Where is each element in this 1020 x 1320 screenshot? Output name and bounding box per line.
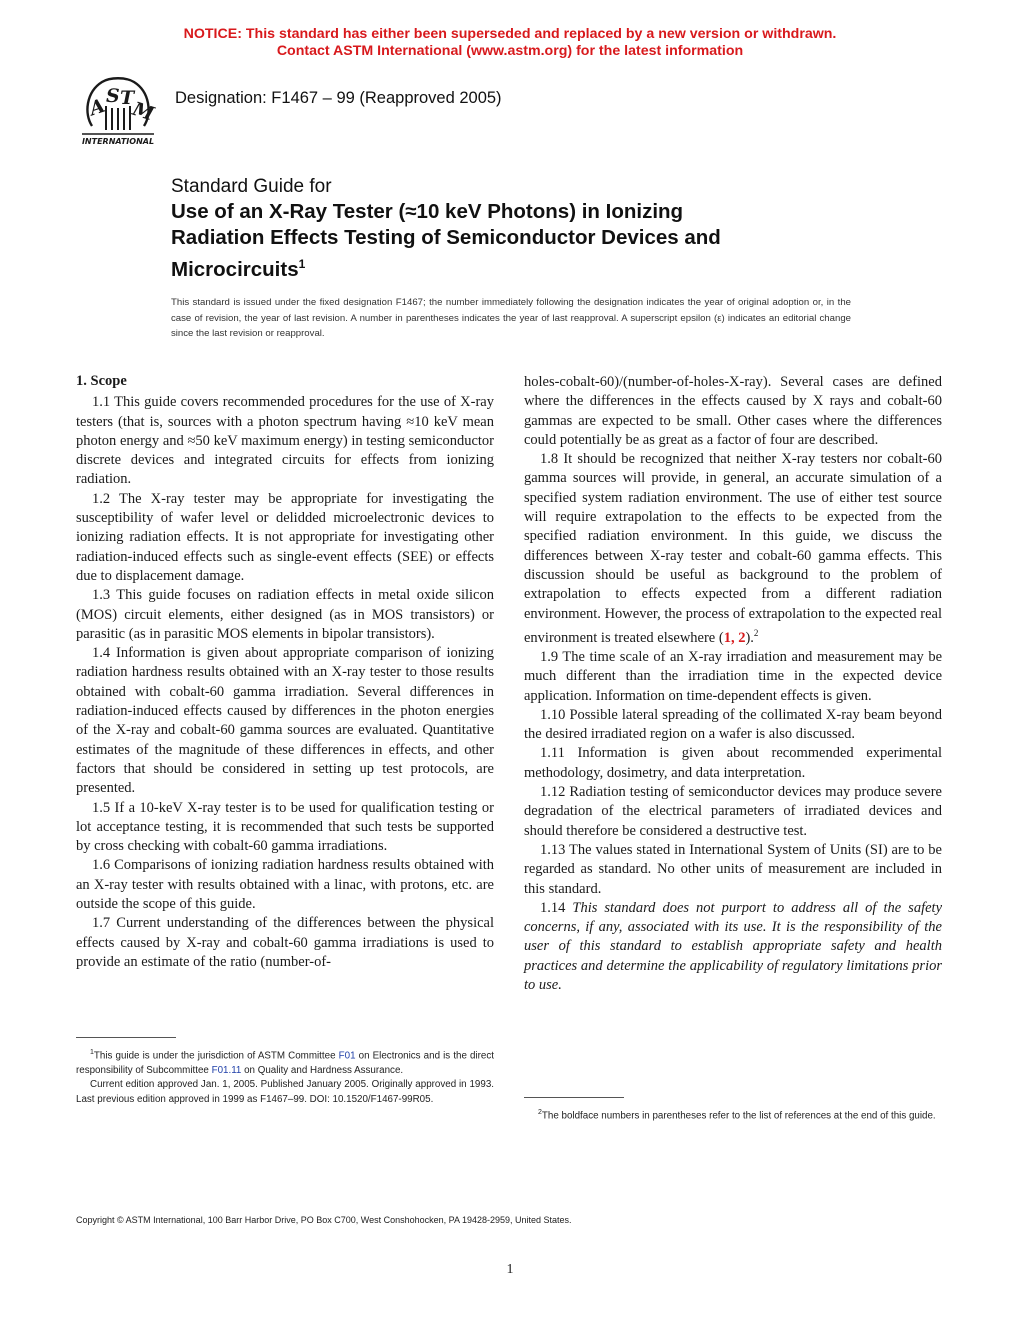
footnote-2-body: The boldface numbers in parentheses refer to the list of references at the end of this guide.: [541, 1110, 936, 1122]
footnote-divider-left: [76, 1037, 176, 1038]
footnote-1-second: Current edition approved Jan. 1, 2005. Published January 2005. Originally approved in 1993. Last previous edition approved in 1999 as F1467–99. DOI: 10.1520/F1467-99R05.: [76, 1079, 494, 1105]
paragraph-1-11: 1.11 Information is given about recommended experimental methodology, dosimetry, and data interpretation.: [524, 745, 942, 781]
document-title: [171, 174, 871, 283]
svg-text:T: T: [120, 87, 135, 109]
paragraph-1-10: 1.10 Possible lateral spreading of the collimated X-ray beam beyond the desired irradiated region on a wafer is also discussed.: [524, 706, 942, 743]
logo-caption: INTERNATIONAL: [81, 137, 155, 146]
standard-intro-note: This standard is issued under the fixed designation F1467; the number immediately following the designation indicates the year of original adoption or, in the case of revision, the year of last revision. A number in parentheses indicates the year of last reapproval. A superscript epsilon (ε) indicates an editorial change since the last revision or reapproval.: [171, 297, 851, 339]
paragraph-1-7-continued: holes-cobalt-60)/(number-of-holes-X-ray). Several cases are defined where the differences in the effects caused by X rays and cobalt-60 gammas are expected to be small. Other cases where the differences could potentially be as great as a factor of four are described.: [524, 374, 942, 448]
paragraph-1-8-text: 1.8 It should be recognized that neither X-ray testers nor cobalt-60 gamma sources will provide, in general, an accurate simulation of a specified system radiation environment. The use of either test source will require extrapolation to the effects to be expected from the specified radiation environment. In this guide, we discuss the differences between X-ray tester and cobalt-60 gamma effects. This discussion should be useful as background to the problem of extrapolation to effects expected from a different radiation environment. However, the process of extrapolation to the expected real environment is treated elsewhere (: [524, 451, 942, 646]
title-line-4: [171, 251, 871, 283]
astm-logo-icon: [76, 74, 160, 148]
page-number: 1: [506, 1262, 514, 1277]
footnote-2-text: [524, 1106, 944, 1124]
right-column: [524, 373, 942, 995]
title-footnote-mark: 1: [298, 257, 306, 271]
paragraph-1-14: [524, 899, 942, 995]
svg-text:S: S: [106, 85, 120, 107]
footnote-1-text-b: on Electronics and is the direct responsibility of Subcommittee: [76, 1050, 495, 1076]
footnote-2-mark-bottom: 2: [538, 1109, 542, 1116]
paragraph-1-4: 1.4 Information is given about appropriate comparison of ionizing radiation hardness results obtained with an X-ray tester to those results obtained with cobalt-60 gamma irradiation. Several differences in radiation-induced effects caused by differences in the photon energies of the X-ray and cobalt-60 gamma sources are evaluated. Quantitative estimates of the magnitude of these differences in effects, and other factors that should be considered in setting up test protocols, are presented.: [76, 645, 494, 797]
title-line-3: Radiation Effects Testing of Semiconductor Devices and: [171, 226, 721, 249]
footnote-divider-right: [524, 1097, 624, 1098]
reference-link[interactable]: 1, 2: [723, 629, 746, 646]
footnote-1-first: [76, 1046, 494, 1078]
designation: Designation: F1467 – 99 (Reapproved 2005): [175, 89, 502, 107]
committee-f01-link[interactable]: F01: [338, 1050, 356, 1062]
footnote-2-mark: 2: [753, 627, 759, 638]
paragraph-1-12: 1.12 Radiation testing of semiconductor devices may produce severe degradation of the electrical parameters of irradiated devices and should therefore be considered a destructive test.: [524, 784, 942, 839]
paragraph-1-5: 1.5 If a 10-keV X-ray tester is to be used for qualification testing or lot acceptance testing, it is recommended that such tests be supported by cross checking with cobalt-60 gamma irradiations.: [76, 799, 494, 855]
notice-line-2: Contact ASTM International (www.astm.org) for the latest information: [276, 43, 744, 59]
title-line-4-text: Microcircuits: [171, 257, 299, 281]
paragraph-1-7: 1.7 Current understanding of the differences between the physical effects caused by X-ray and cobalt-60 gamma irradiations is used to provide an estimate of the ratio (number-of-: [76, 915, 494, 970]
footnote-1-text-a: This guide is under the jurisdiction of ASTM Committee: [93, 1050, 339, 1062]
section-heading-scope: 1. Scope: [76, 373, 127, 389]
svg-text:M: M: [129, 97, 157, 126]
footnote-1-mark: 1: [90, 1049, 94, 1056]
paragraph-1-8: [524, 450, 942, 648]
title-line-2: Use of an X-Ray Tester (≈10 keV Photons) in Ionizing: [171, 200, 684, 223]
paragraph-1-13: 1.13 The values stated in International System of Units (SI) are to be regarded as standard. No other units of measurement are included in this standard.: [524, 841, 942, 897]
paragraph-1-8-end: ).: [745, 629, 754, 646]
paragraph-1-14-number: 1.14: [540, 899, 573, 916]
left-column: [76, 372, 494, 972]
copyright-line: Copyright © ASTM International, 100 Barr Harbor Drive, PO Box C700, West Conshohocken, PA 19428-2959, United States.: [76, 1215, 572, 1225]
subcommittee-f01-11-link[interactable]: F01.11: [211, 1064, 242, 1076]
svg-text:A: A: [86, 94, 108, 121]
superseded-notice: [0, 26, 1020, 60]
paragraph-1-6: 1.6 Comparisons of ionizing radiation hardness results obtained with an X-ray tester with results obtained with a linac, with protons, etc. are outside the scope of this guide.: [76, 857, 494, 913]
paragraph-1-3: 1.3 This guide focuses on radiation effects in metal oxide silicon (MOS) circuit elements, either designed (as in MOS transistors) or parasitic (as in parasitic MOS elements in bipolar transistors).: [76, 587, 494, 642]
footnote-2: [524, 1106, 944, 1124]
footnote-1-text-c: on Quality and Hardness Assurance.: [241, 1064, 404, 1076]
footnote-1: [76, 1046, 494, 1107]
title-line-1: Standard Guide for: [171, 176, 332, 197]
safety-statement: This standard does not purport to address all of the safety concerns, if any, associated with its use. It is the responsibility of the user of this standard to establish appropriate safety and health practices and determine the applicability of regulatory limitations prior to use.: [524, 899, 943, 994]
paragraph-1-9: 1.9 The time scale of an X-ray irradiation and measurement may be much different than the irradiation time in the expected device application. Information on time-dependent effects is given.: [524, 648, 942, 704]
paragraph-1-2: 1.2 The X-ray tester may be appropriate for investigating the susceptibility of wafer level or delidded microelectronic devices to ionizing radiation effects. It is not appropriate for investigating other radiation-induced effects such as single-event effects (SEE) or effects due to displacement damage.: [76, 490, 494, 584]
notice-line-1: NOTICE: This standard has either been superseded and replaced by a new version or withdrawn.: [183, 26, 837, 42]
paragraph-1-1: 1.1 This guide covers recommended procedures for the use of X-ray testers (that is, sources with a photon spectrum having ≈10 keV mean photon energy and ≈50 keV maximum energy) in testing semiconductor discrete devices and integrated circuits for effects from ionizing radiation.: [76, 394, 494, 488]
